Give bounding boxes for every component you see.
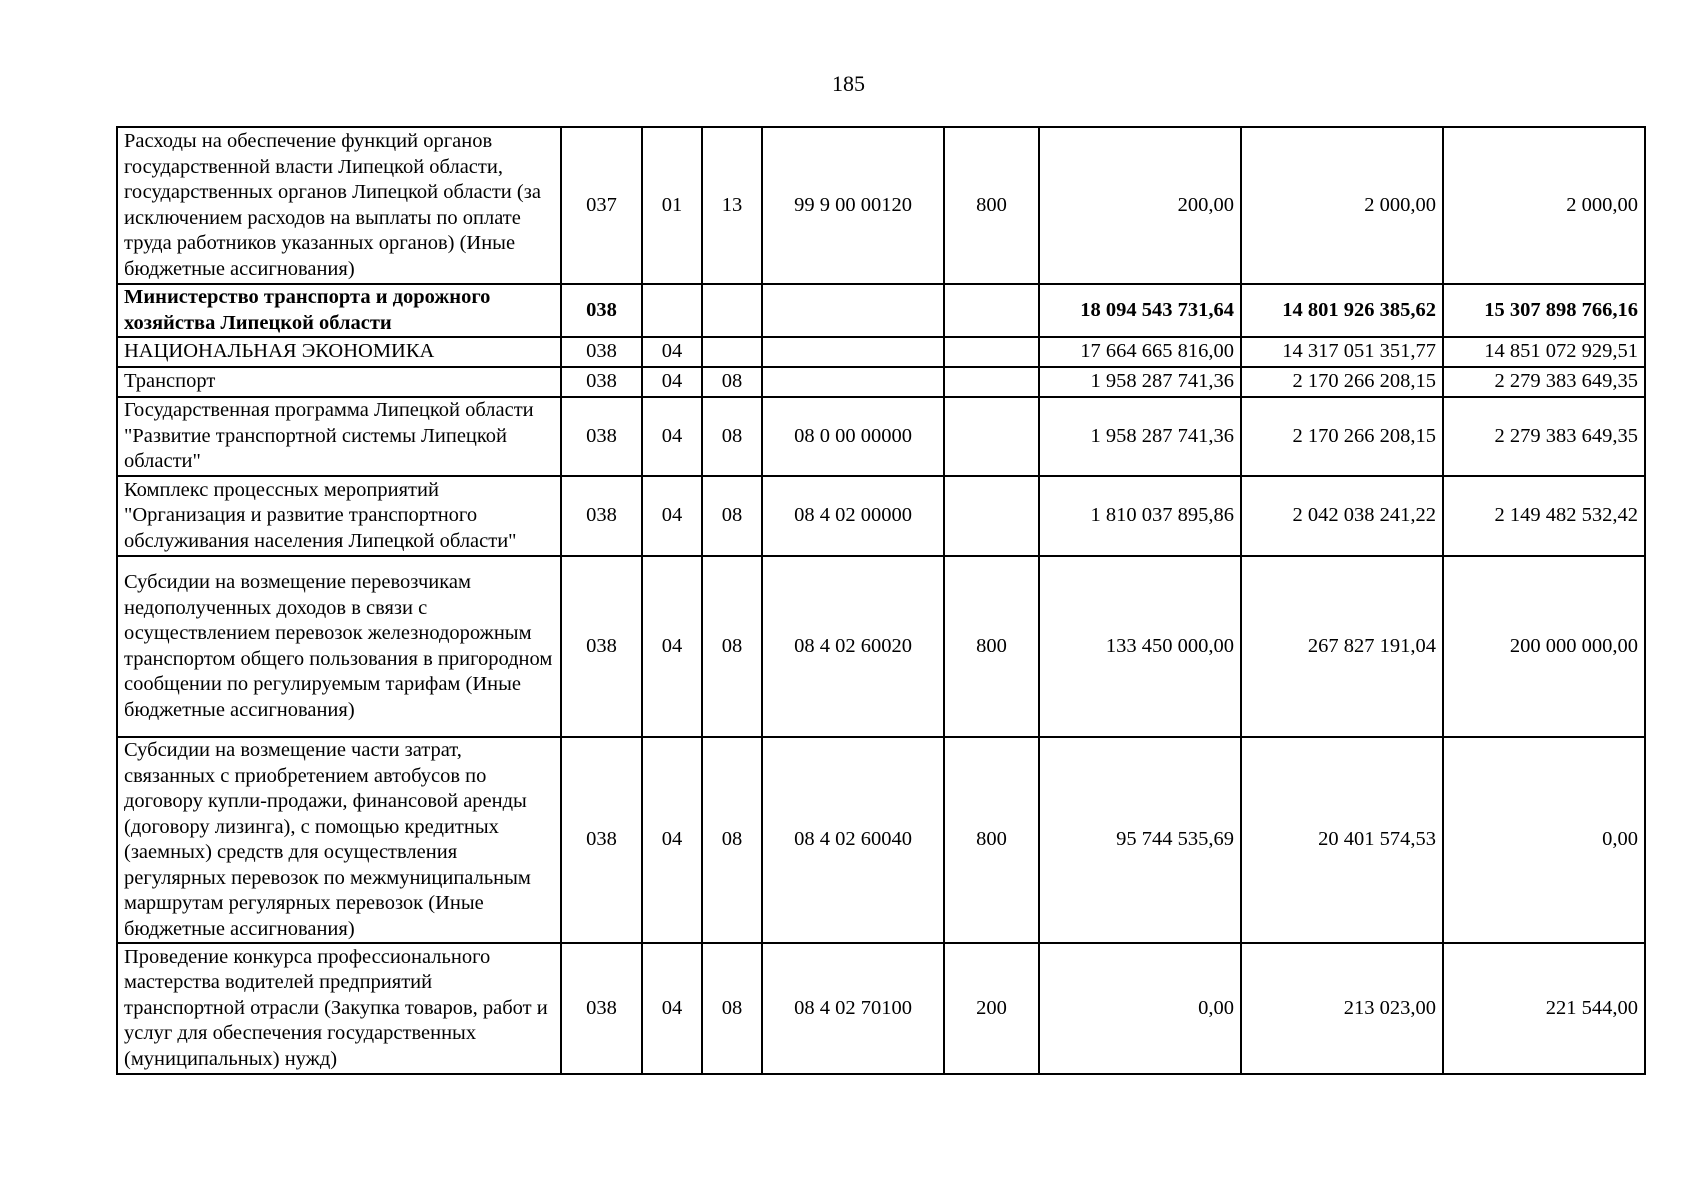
subsection-code: 08 — [702, 367, 762, 397]
table-row — [117, 127, 1645, 284]
row-name: Субсидии на возмещение перевозчикам недополученных доходов в связи с осуществлением перевозок железнодорожным транспортом общего пользования в пригородном сообщении по регулируемым тарифам (Иные бюджетные ассигнования) — [117, 556, 561, 737]
target-article — [762, 367, 944, 397]
expense-type — [944, 367, 1039, 397]
ministry-code: 038 — [561, 943, 642, 1074]
row-name: Министерство транспорта и дорожного хозяйства Липецкой области — [117, 284, 561, 337]
target-article: 08 4 02 70100 — [762, 943, 944, 1074]
subsection-code: 08 — [702, 476, 762, 556]
section-code: 04 — [642, 556, 702, 737]
section-code: 04 — [642, 737, 702, 943]
target-article: 08 4 02 60040 — [762, 737, 944, 943]
row-name: Расходы на обеспечение функций органов государственной власти Липецкой области, государственных органов Липецкой области (за исключением расходов на выплаты по оплате труда работников указанных органов) (Иные бюджетные ассигнования) — [117, 127, 561, 284]
amount-year-2: 213 023,00 — [1241, 943, 1443, 1074]
subsection-code: 08 — [702, 737, 762, 943]
amount-year-2: 2 042 038 241,22 — [1241, 476, 1443, 556]
amount-year-2: 2 170 266 208,15 — [1241, 367, 1443, 397]
expense-type — [944, 337, 1039, 367]
budget-table — [116, 126, 1646, 1075]
ministry-code: 038 — [561, 476, 642, 556]
page-number: 185 — [832, 71, 865, 96]
row-name: Комплекс процессных мероприятий "Организация и развитие транспортного обслуживания населения Липецкой области" — [117, 476, 561, 556]
target-article — [762, 337, 944, 367]
row-name: Транспорт — [117, 367, 561, 397]
amount-year-3: 0,00 — [1443, 737, 1645, 943]
amount-year-1: 95 744 535,69 — [1039, 737, 1241, 943]
amount-year-1: 1 958 287 741,36 — [1039, 367, 1241, 397]
expense-type: 800 — [944, 127, 1039, 284]
amount-year-3: 200 000 000,00 — [1443, 556, 1645, 737]
amount-year-3: 2 149 482 532,42 — [1443, 476, 1645, 556]
section-code: 04 — [642, 337, 702, 367]
subsection-code — [702, 284, 762, 337]
amount-year-3: 2 000,00 — [1443, 127, 1645, 284]
amount-year-3: 14 851 072 929,51 — [1443, 337, 1645, 367]
amount-year-2: 14 317 051 351,77 — [1241, 337, 1443, 367]
subsection-code: 13 — [702, 127, 762, 284]
section-code: 04 — [642, 476, 702, 556]
table-row — [117, 943, 1645, 1074]
row-name: Государственная программа Липецкой области "Развитие транспортной системы Липецкой области" — [117, 397, 561, 476]
expense-type — [944, 397, 1039, 476]
amount-year-3: 15 307 898 766,16 — [1443, 284, 1645, 337]
amount-year-3: 2 279 383 649,35 — [1443, 367, 1645, 397]
amount-year-1: 17 664 665 816,00 — [1039, 337, 1241, 367]
target-article: 08 4 02 00000 — [762, 476, 944, 556]
ministry-code: 038 — [561, 737, 642, 943]
row-name: Субсидии на возмещение части затрат, связанных с приобретением автобусов по договору купли-продажи, финансовой аренды (договору лизинга), с помощью кредитных (заемных) средств для осуществления регулярных перевозок по межмуниципальным маршрутам регулярных перевозок (Иные бюджетные ассигнования) — [117, 737, 561, 943]
amount-year-1: 0,00 — [1039, 943, 1241, 1074]
ministry-code: 038 — [561, 556, 642, 737]
section-code: 04 — [642, 367, 702, 397]
expense-type: 800 — [944, 737, 1039, 943]
amount-year-2: 267 827 191,04 — [1241, 556, 1443, 737]
section-code: 04 — [642, 397, 702, 476]
ministry-code: 038 — [561, 367, 642, 397]
table-row — [117, 476, 1645, 556]
amount-year-3: 2 279 383 649,35 — [1443, 397, 1645, 476]
ministry-code: 038 — [561, 397, 642, 476]
amount-year-2: 20 401 574,53 — [1241, 737, 1443, 943]
target-article: 99 9 00 00120 — [762, 127, 944, 284]
ministry-code: 038 — [561, 337, 642, 367]
subsection-code — [702, 337, 762, 367]
amount-year-3: 221 544,00 — [1443, 943, 1645, 1074]
table-row — [117, 397, 1645, 476]
ministry-code: 038 — [561, 284, 642, 337]
amount-year-1: 1 958 287 741,36 — [1039, 397, 1241, 476]
section-code — [642, 284, 702, 337]
target-article — [762, 284, 944, 337]
expense-type: 800 — [944, 556, 1039, 737]
amount-year-1: 133 450 000,00 — [1039, 556, 1241, 737]
section-code: 01 — [642, 127, 702, 284]
table-row — [117, 737, 1645, 943]
expense-type — [944, 476, 1039, 556]
amount-year-2: 14 801 926 385,62 — [1241, 284, 1443, 337]
target-article: 08 4 02 60020 — [762, 556, 944, 737]
expense-type: 200 — [944, 943, 1039, 1074]
amount-year-1: 200,00 — [1039, 127, 1241, 284]
expense-type — [944, 284, 1039, 337]
amount-year-2: 2 000,00 — [1241, 127, 1443, 284]
target-article: 08 0 00 00000 — [762, 397, 944, 476]
amount-year-1: 18 094 543 731,64 — [1039, 284, 1241, 337]
subsection-code: 08 — [702, 556, 762, 737]
table-row — [117, 284, 1645, 337]
subsection-code: 08 — [702, 397, 762, 476]
amount-year-1: 1 810 037 895,86 — [1039, 476, 1241, 556]
table-row — [117, 337, 1645, 367]
row-name: Проведение конкурса профессионального мастерства водителей предприятий транспортной отрасли (Закупка товаров, работ и услуг для обеспечения государственных (муниципальных) нужд) — [117, 943, 561, 1074]
ministry-code: 037 — [561, 127, 642, 284]
amount-year-2: 2 170 266 208,15 — [1241, 397, 1443, 476]
table-row — [117, 367, 1645, 397]
subsection-code: 08 — [702, 943, 762, 1074]
section-code: 04 — [642, 943, 702, 1074]
row-name: НАЦИОНАЛЬНАЯ ЭКОНОМИКА — [117, 337, 561, 367]
table-row — [117, 556, 1645, 737]
